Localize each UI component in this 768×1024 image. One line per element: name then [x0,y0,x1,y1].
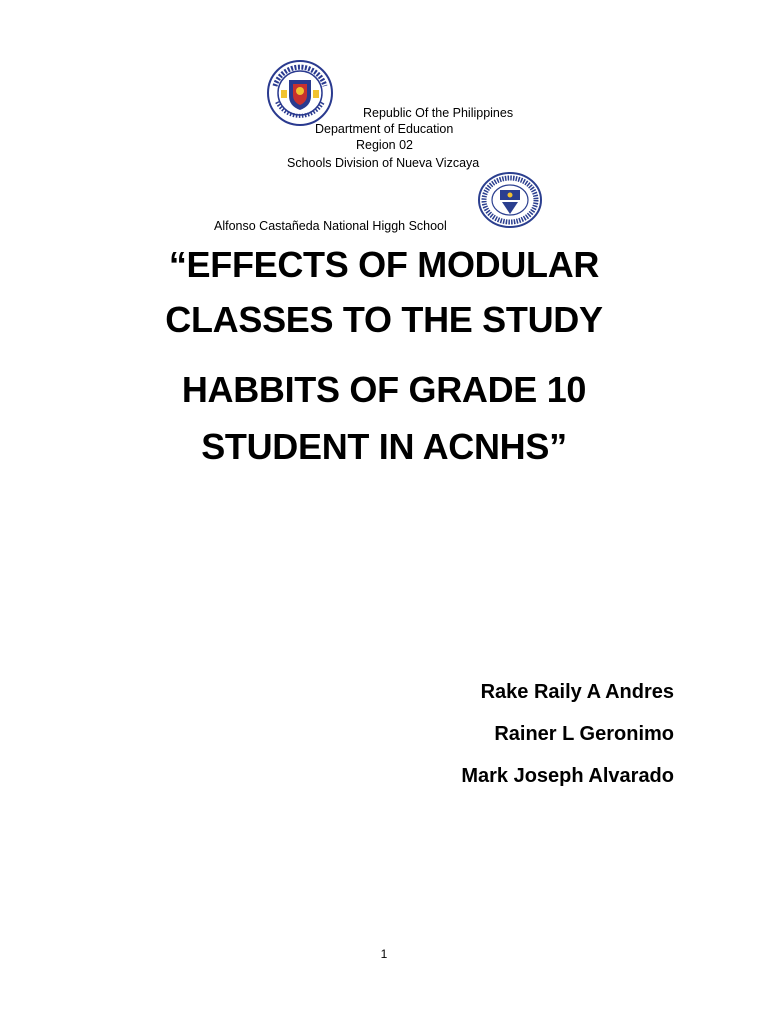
author-name: Rainer L Geronimo [494,723,674,745]
header-school-name: Alfonso Castañeda National Higgh School [214,219,447,233]
author-name: Mark Joseph Alvarado [461,765,674,787]
title-line-4: STUDENT IN ACNHS” [201,426,567,467]
header-republic: Republic Of the Philippines [363,106,514,120]
title-line-3: HABBITS OF GRADE 10 [181,369,587,410]
title-line-2: CLASSES TO THE STUDY [165,299,603,340]
school-seal-logo [478,172,542,228]
header-division: Schools Division of Nueva Vizcaya [287,156,480,170]
deped-seal-logo [267,60,333,126]
title-line-1: “EFFECTS OF MODULAR [168,244,600,285]
author-name: Rake Raily A Andres [480,681,674,703]
header-region: Region 02 [356,138,413,152]
header-department: Department of Education [315,122,454,136]
page-number: 1 [380,947,388,961]
